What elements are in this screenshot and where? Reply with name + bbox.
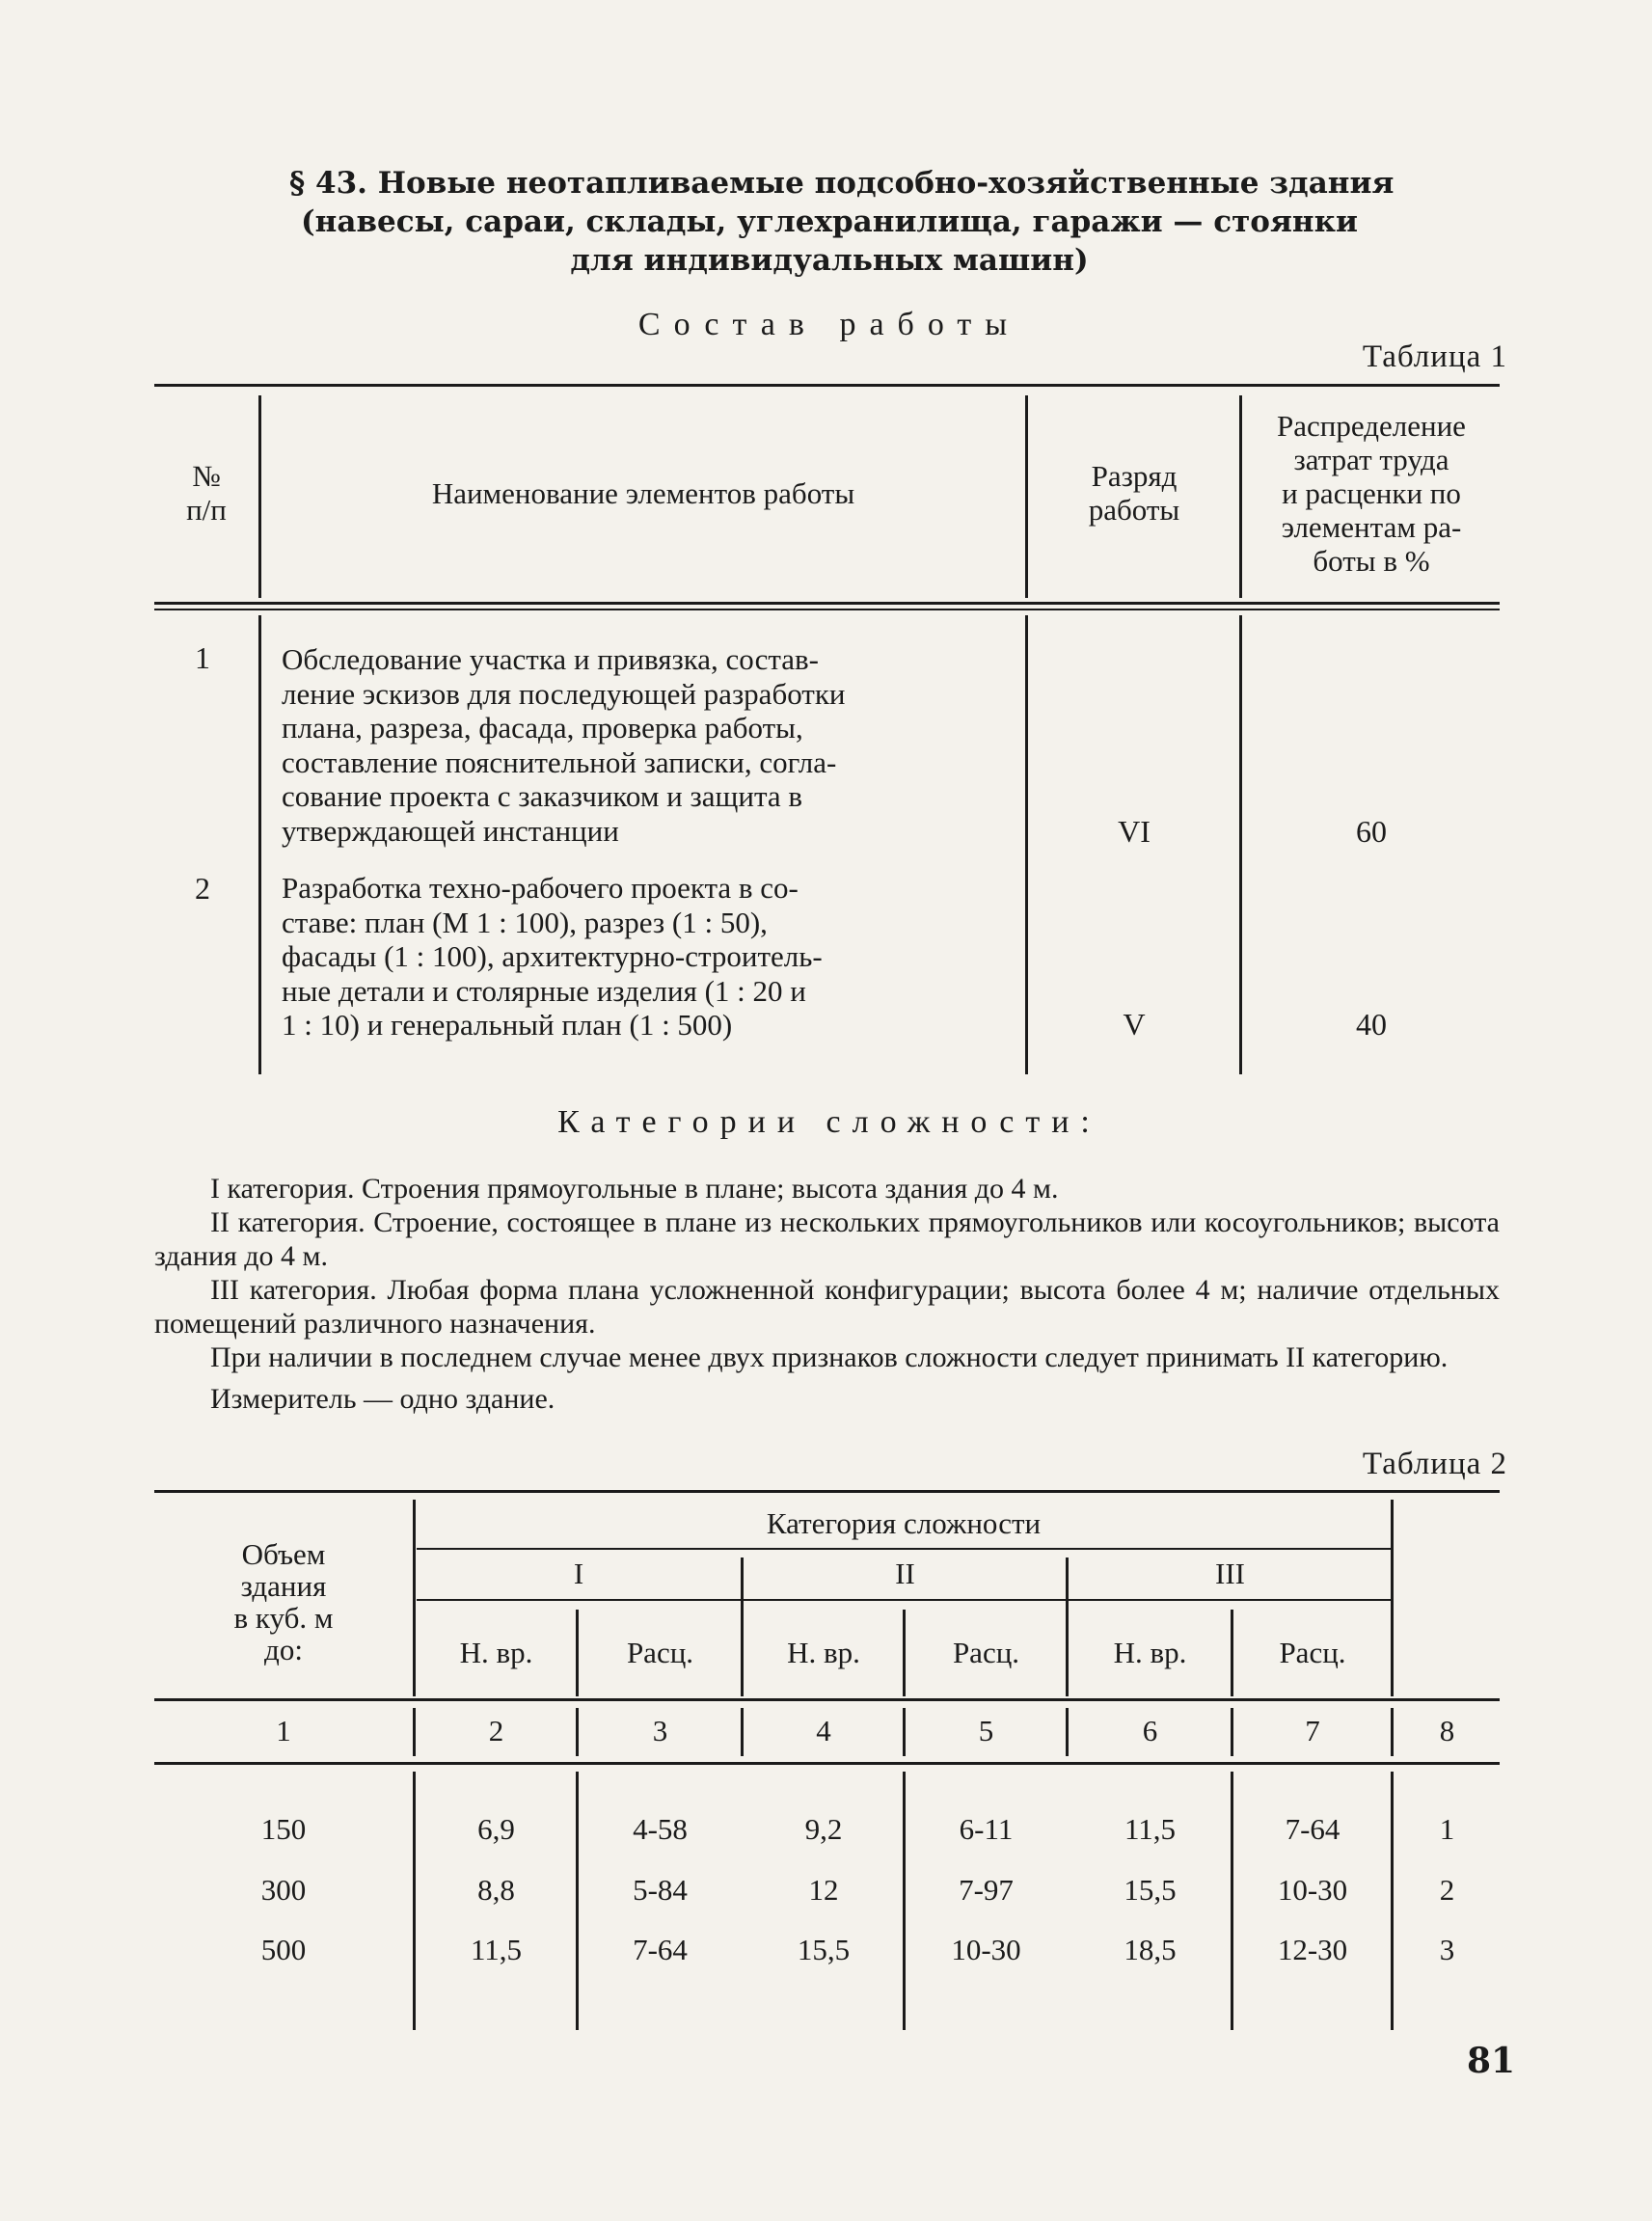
table-cell: 8,8 <box>477 1873 515 1907</box>
description-line: Обследование участка и привязка, состав- <box>282 642 819 676</box>
column-divider <box>1231 1610 1233 1696</box>
table-cell: 15,5 <box>1124 1873 1177 1907</box>
column-number: 6 <box>1142 1714 1158 1747</box>
column-number: 7 <box>1305 1714 1320 1747</box>
table-rule <box>154 609 1500 610</box>
table-cell: 10-30 <box>1277 1873 1348 1907</box>
column-divider <box>1239 615 1242 1074</box>
description-line: ление эскизов для последующей разработки <box>282 676 846 711</box>
column-divider <box>413 1708 416 1756</box>
table-cell: 9,2 <box>804 1812 843 1846</box>
sub-header: Н. вр. <box>1113 1636 1187 1669</box>
volume-header-line: Объем <box>241 1537 326 1571</box>
column-divider <box>1025 395 1028 598</box>
column-divider <box>258 395 261 598</box>
table-cell: 4-58 <box>633 1812 688 1846</box>
description-line: Разработка техно-рабочего проекта в со- <box>282 871 799 905</box>
column-divider <box>1231 1772 1233 2030</box>
table-cell: 1 <box>1439 1812 1455 1846</box>
category-paragraph: При наличии в последнем случае менее двух признаков сложности следует принимать II категорию. <box>210 1341 1449 1373</box>
category-label: III <box>1215 1557 1245 1590</box>
column-divider <box>1391 1500 1394 1696</box>
table-cell: 500 <box>260 1933 307 1966</box>
sub-header: Расц. <box>626 1636 694 1669</box>
column-number: 1 <box>276 1714 291 1747</box>
column-number: 3 <box>652 1714 668 1747</box>
header-grade-line: работы <box>1088 493 1180 527</box>
column-divider <box>903 1772 906 2030</box>
column-divider <box>1066 1557 1069 1696</box>
column-number: 8 <box>1439 1714 1455 1747</box>
column-divider <box>1391 1772 1394 2030</box>
work-grade: VI <box>1118 814 1151 849</box>
column-divider <box>903 1708 906 1756</box>
header-distribution-line: боты в % <box>1313 543 1430 578</box>
table-cell: 7-97 <box>959 1873 1014 1907</box>
table-cell: 12 <box>808 1873 839 1907</box>
work-percent: 40 <box>1356 1007 1387 1042</box>
page-number: 81 <box>1467 2041 1516 2081</box>
work-composition-heading: Состав работы <box>637 307 1021 342</box>
category-label: I <box>573 1557 584 1590</box>
description-line: ставе: план (М 1 : 100), разрез (1 : 50), <box>282 905 768 939</box>
description-line: утверждающей инстанции <box>282 813 619 848</box>
header-distribution <box>1243 384 1500 602</box>
sub-header: Расц. <box>1279 1636 1346 1669</box>
table-cell: 11,5 <box>1124 1812 1177 1846</box>
table-cell: 6,9 <box>477 1812 515 1846</box>
column-divider <box>1231 1708 1233 1756</box>
table-rule <box>417 1548 1391 1550</box>
row-number: 2 <box>195 871 210 906</box>
column-number: 4 <box>816 1714 831 1747</box>
header-num <box>154 384 258 602</box>
column-number: 5 <box>978 1714 994 1747</box>
description-line: ные детали и столярные изделия (1 : 20 и <box>282 973 806 1008</box>
description-line: составление пояснительной записки, согла- <box>282 745 837 779</box>
table-cell: 12-30 <box>1277 1933 1348 1966</box>
category-label: II <box>895 1557 915 1590</box>
sub-header: Н. вр. <box>459 1636 533 1669</box>
sub-header: Расц. <box>952 1636 1020 1669</box>
header-name-text: Наименование элементов работы <box>431 475 855 510</box>
sub-header: Н. вр. <box>787 1636 860 1669</box>
column-divider <box>576 1610 579 1696</box>
table-1-caption: Таблица 1 <box>1362 339 1507 374</box>
column-divider <box>741 1708 744 1756</box>
column-divider <box>903 1610 906 1696</box>
header-grade <box>1029 384 1239 602</box>
table-rule <box>154 1698 1500 1701</box>
rates-table <box>154 1490 1500 2030</box>
table-cell: 10-30 <box>951 1933 1021 1966</box>
title-line: (навесы, сараи, склады, углехранилища, гаражи — стоянки <box>301 204 1358 239</box>
row-number: 1 <box>195 640 210 675</box>
category-paragraph: I категория. Строения прямоугольные в плане; высота здания до 4 м. <box>210 1173 1059 1205</box>
header-distribution-line: затрат труда <box>1293 442 1449 476</box>
description-line: сование проекта с заказчиком и защита в <box>282 779 803 813</box>
work-grade: V <box>1123 1007 1146 1042</box>
description-line: 1 : 10) и генеральный план (1 : 500) <box>282 1008 733 1042</box>
title-line: для индивидуальных машин) <box>570 243 1089 278</box>
table-cell: 5-84 <box>633 1873 688 1907</box>
column-divider <box>413 1772 416 2030</box>
column-divider <box>413 1500 416 1696</box>
table-2-caption: Таблица 2 <box>1362 1447 1507 1481</box>
categories-text <box>154 1172 1500 1416</box>
header-distribution-line: Распределение <box>1277 408 1466 443</box>
table-cell: 7-64 <box>1285 1812 1341 1846</box>
table-rule <box>417 1599 1391 1601</box>
table-cell: 6-11 <box>959 1812 1014 1846</box>
header-num-line: № <box>192 459 221 493</box>
column-divider <box>576 1708 579 1756</box>
table-cell: 300 <box>260 1873 307 1907</box>
table-cell: 18,5 <box>1124 1933 1177 1966</box>
category-paragraph: II категория. Строение, состоящее в плане из нескольких прямоугольников или косоугольников; высота здания до 4 м. <box>154 1206 1500 1272</box>
volume-header-line: до: <box>264 1633 303 1666</box>
categories-heading: Категории сложности: <box>557 1104 1101 1140</box>
column-number: 2 <box>488 1714 504 1747</box>
title-line: § 43. Новые неотапливаемые подсобно-хозяйственные здания <box>289 166 1395 201</box>
description-line: фасады (1 : 100), архитектурно-строитель- <box>282 939 823 973</box>
section-title <box>289 164 1395 280</box>
table-cell: 15,5 <box>797 1933 851 1966</box>
table-cell: 3 <box>1439 1933 1455 1966</box>
header-distribution-line: и расценки по <box>1282 475 1461 510</box>
column-divider <box>258 615 261 1074</box>
header-distribution-line: элементам ра- <box>1281 509 1462 544</box>
column-divider <box>1391 1708 1394 1756</box>
table-cell: 150 <box>260 1812 307 1846</box>
table-rule <box>154 1490 1500 1493</box>
volume-header-line: здания <box>240 1569 327 1603</box>
column-divider <box>1239 395 1242 598</box>
table-cell: 11,5 <box>470 1933 523 1966</box>
column-divider <box>1066 1708 1069 1756</box>
description-line: плана, разреза, фасада, проверка работы, <box>282 711 803 745</box>
work-composition-table <box>154 384 1500 1078</box>
header-name <box>262 384 1024 602</box>
table-cell: 2 <box>1439 1873 1455 1907</box>
table-rule <box>154 1762 1500 1765</box>
column-divider <box>741 1557 744 1696</box>
category-paragraph: III категория. Любая форма плана усложненной конфигурации; высота более 4 м; наличие отдельных помещений различного назначения. <box>154 1274 1500 1340</box>
table-cell: 7-64 <box>633 1933 688 1966</box>
volume-header-line: в куб. м <box>233 1601 334 1635</box>
measure-unit: Измеритель — одно здание. <box>210 1383 555 1415</box>
table-rule <box>154 602 1500 605</box>
category-header: Категория сложности <box>766 1506 1042 1540</box>
header-num-line: п/п <box>186 493 227 527</box>
volume-header <box>154 1538 413 1666</box>
column-divider <box>576 1772 579 2030</box>
header-grade-line: Разряд <box>1091 459 1178 493</box>
work-percent: 60 <box>1356 814 1387 849</box>
